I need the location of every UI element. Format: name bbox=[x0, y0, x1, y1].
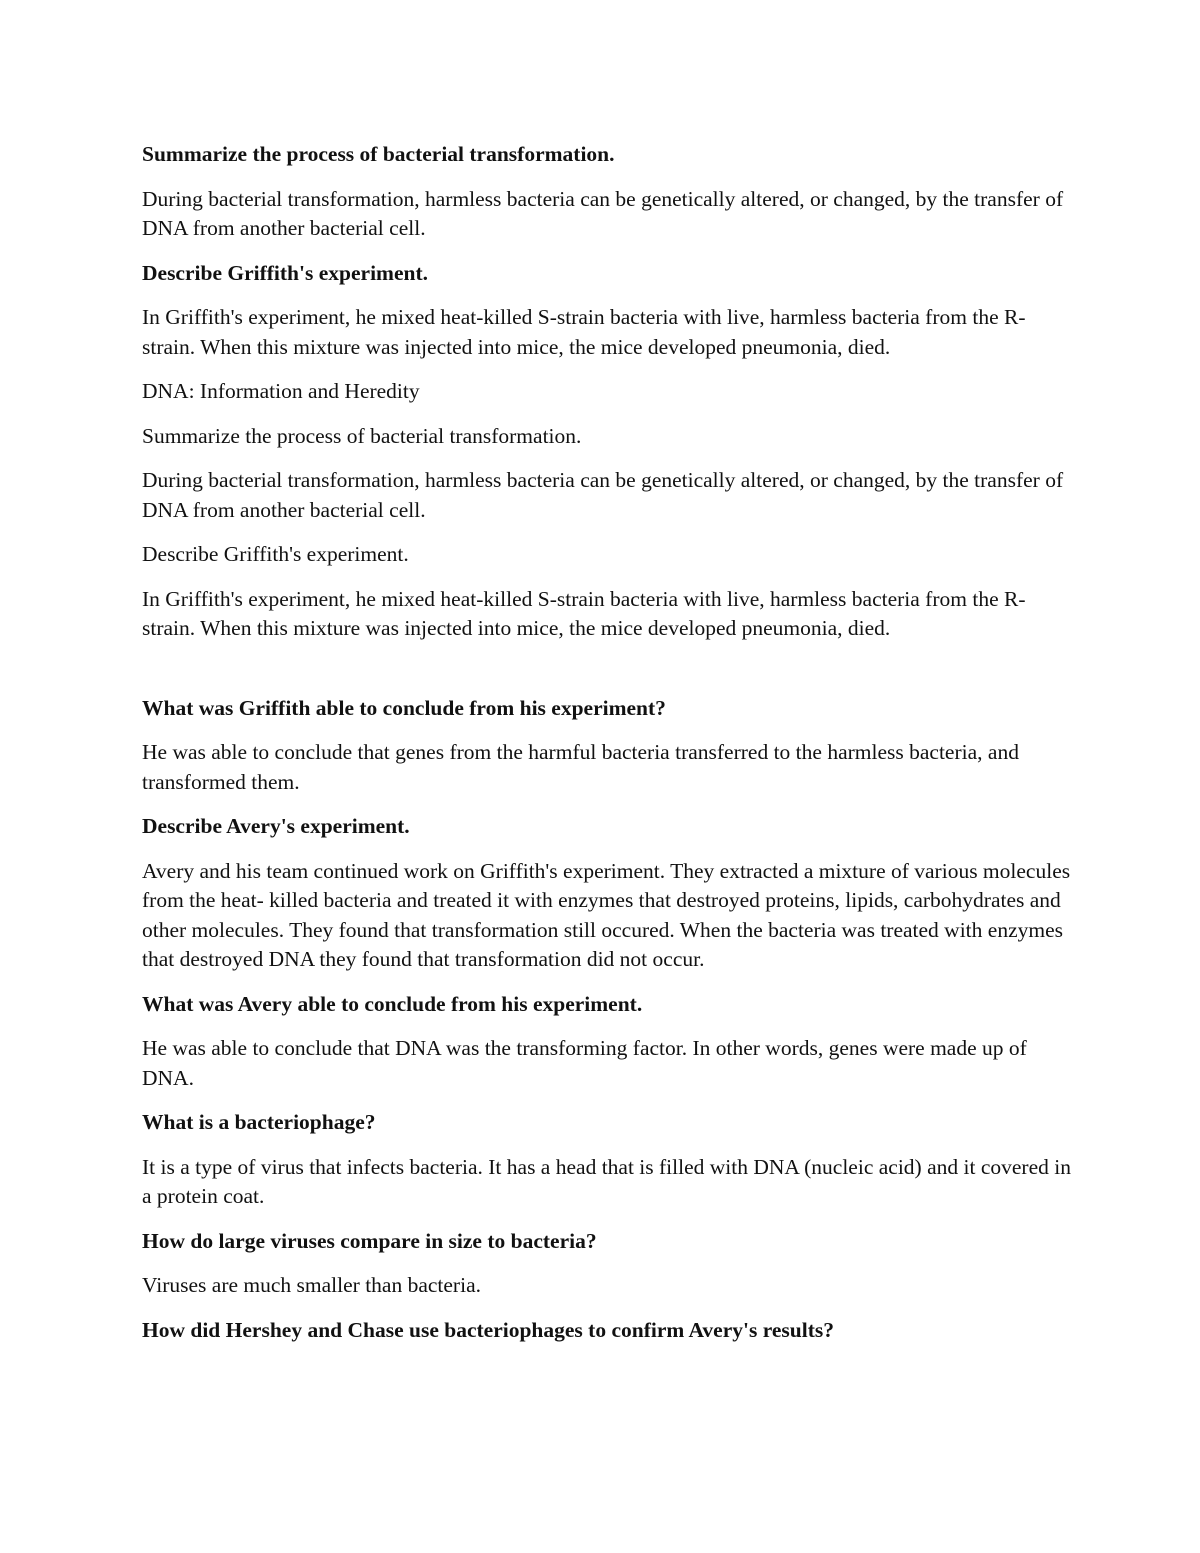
answer-paragraph: It is a type of virus that infects bacteria. It has a head that is filled with DNA (nucleic acid) and it covered in a protein coat. bbox=[142, 1154, 1071, 1208]
answer-paragraph: In Griffith's experiment, he mixed heat-killed S-strain bacteria with live, harmless bacteria from the R-strain. When this mixture was injected into mice, the mice developed pneumonia, died. bbox=[142, 305, 1026, 359]
answer-paragraph: He was able to conclude that DNA was the transforming factor. In other words, genes were made up of DNA. bbox=[142, 1036, 1027, 1090]
answer-paragraph: Avery and his team continued work on Griffith's experiment. They extracted a mixture of various molecules from the heat- killed bacteria and treated it with enzymes that destroyed proteins, lipids, carbohydrates and other molecules. They found that transformation still occured. When the bacteria was treated with enzymes that destroyed DNA they found that transformation did not occur. bbox=[142, 858, 1071, 971]
plain-question: Describe Griffith's experiment. bbox=[142, 542, 409, 566]
question-heading: Summarize the process of bacterial transformation. bbox=[142, 142, 615, 166]
question-heading: Describe Avery's experiment. bbox=[142, 814, 410, 838]
question-heading: How do large viruses compare in size to bacteria? bbox=[142, 1228, 597, 1253]
question-heading: What was Avery able to conclude from his experiment. bbox=[142, 991, 643, 1016]
question-heading: What is a bacteriophage? bbox=[142, 1110, 376, 1134]
question-heading: What was Griffith able to conclude from his experiment? bbox=[142, 695, 666, 720]
question-heading: Describe Griffith's experiment. bbox=[142, 260, 428, 285]
plain-question: Summarize the process of bacterial transformation. bbox=[142, 423, 582, 448]
answer-paragraph: In Griffith's experiment, he mixed heat-killed S-strain bacteria with live, harmless bacteria from the R-strain. When this mixture was injected into mice, the mice developed pneumonia, died. bbox=[142, 586, 1026, 640]
question-heading: How did Hershey and Chase use bacteriophages to confirm Avery's results? bbox=[142, 1317, 834, 1342]
answer-paragraph: During bacterial transformation, harmless bacteria can be genetically altered, or changed, by the transfer of DNA from another bacterial cell. bbox=[142, 186, 1064, 240]
document-body bbox=[142, 140, 1072, 1360]
answer-paragraph: Viruses are much smaller than bacteria. bbox=[142, 1273, 481, 1297]
answer-paragraph: During bacterial transformation, harmless bacteria can be genetically altered, or changed, by the transfer of DNA from another bacterial cell. bbox=[142, 468, 1064, 522]
answer-paragraph: He was able to conclude that genes from the harmful bacteria transferred to the harmless bacteria, and transformed them. bbox=[142, 740, 1019, 794]
section-title: DNA: Information and Heredity bbox=[142, 379, 420, 403]
